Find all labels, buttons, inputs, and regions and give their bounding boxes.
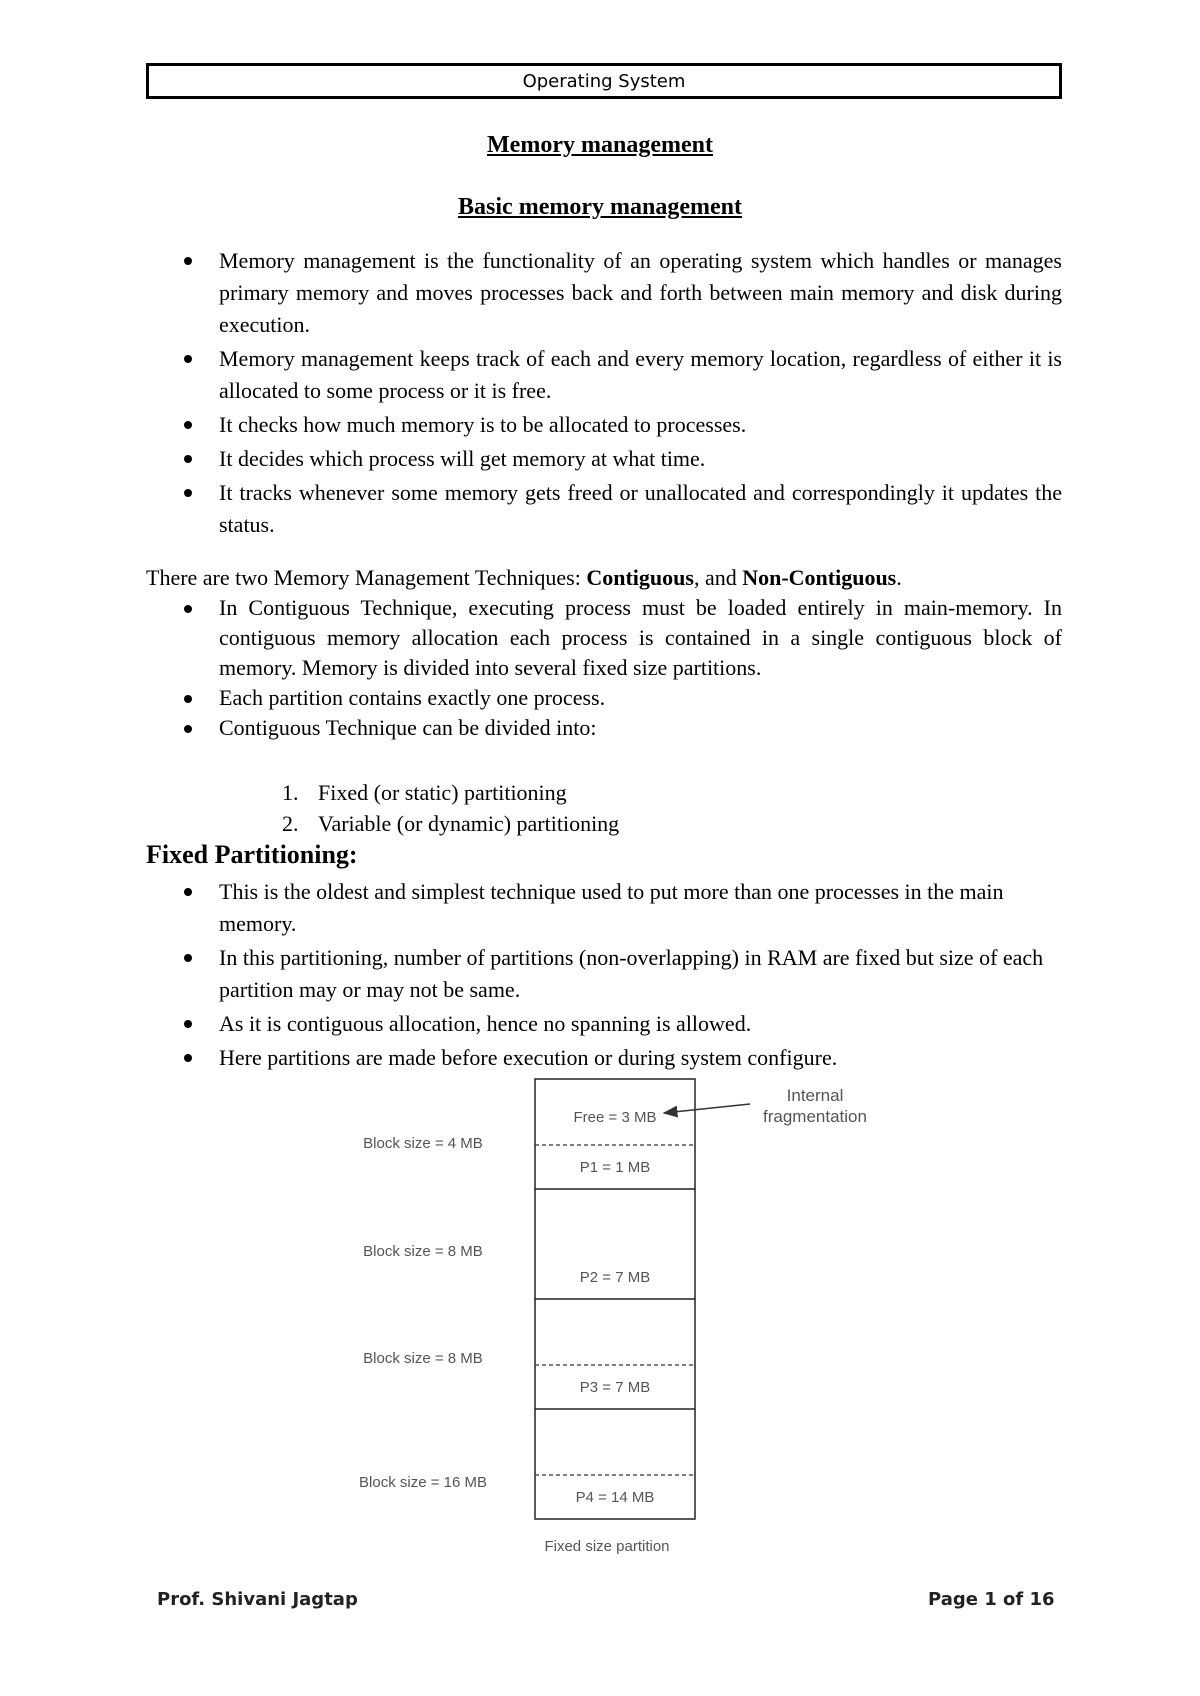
block-size-label: Block size = 4 MB (363, 1135, 483, 1152)
list-item: Here partitions are made before execution or during system configure. (146, 1042, 1062, 1074)
annotation-line-1: Internal (786, 1086, 844, 1105)
process-label: P4 = 14 MB (575, 1489, 655, 1506)
list-item: In Contiguous Technique, executing process must be loaded entirely in main-memory. In contiguous memory allocation each process is contained in a single contiguous block of memory. Memory is divided into several fixed size partitions. (146, 593, 1062, 683)
diagram-caption: Fixed size partition (544, 1538, 670, 1555)
list-item: As it is contiguous allocation, hence no spanning is allowed. (146, 1008, 1062, 1040)
annotation-line-2: fragmentation (763, 1107, 867, 1126)
section-title: Basic memory management (458, 194, 742, 220)
page-header: Operating System (146, 63, 1062, 99)
process-label: P1 = 1 MB (579, 1159, 651, 1176)
list-item: It tracks whenever some memory gets freed or unallocated and correspondingly it updates the status. (146, 477, 1062, 541)
process-label: P3 = 7 MB (579, 1379, 651, 1396)
list-item: This is the oldest and simplest technique used to put more than one processes in the main memory. (146, 876, 1062, 940)
list-item: It decides which process will get memory at what time. (146, 443, 1062, 475)
list-item: 2. Variable (or dynamic) partitioning (282, 811, 620, 836)
block-size-label: Block size = 16 MB (359, 1474, 487, 1491)
techniques-intro: There are two Memory Management Techniques: Contiguous, and Non-Contiguous. (146, 565, 902, 590)
list-item: Memory management keeps track of each and every memory location, regardless of either it is allocated to some process or it is free. (146, 343, 1062, 407)
footer-author: Prof. Shivani Jagtap (157, 1589, 358, 1610)
list-item: 1. Fixed (or static) partitioning (282, 780, 567, 805)
free-label: Free = 3 MB (573, 1109, 657, 1126)
fixed-partitioning-heading: Fixed Partitioning: (146, 840, 358, 869)
list-item: Each partition contains exactly one process. (146, 683, 1062, 713)
list-item: Contiguous Technique can be divided into: (146, 713, 1062, 743)
main-title: Memory management (487, 132, 713, 158)
list-item: In this partitioning, number of partitions (non-overlapping) in RAM are fixed but size of each partition may or may not be same. (146, 942, 1062, 1006)
annotation-arrow (664, 1104, 750, 1113)
footer-page-number: Page 1 of 16 (928, 1589, 1055, 1610)
list-item: It checks how much memory is to be allocated to processes. (146, 409, 1062, 441)
process-label: P2 = 7 MB (579, 1269, 651, 1286)
block-size-label: Block size = 8 MB (363, 1350, 483, 1367)
list-item: Memory management is the functionality of an operating system which handles or manages primary memory and moves processes back and forth between main memory and disk during execution. (146, 245, 1062, 341)
block-size-label: Block size = 8 MB (363, 1243, 483, 1260)
